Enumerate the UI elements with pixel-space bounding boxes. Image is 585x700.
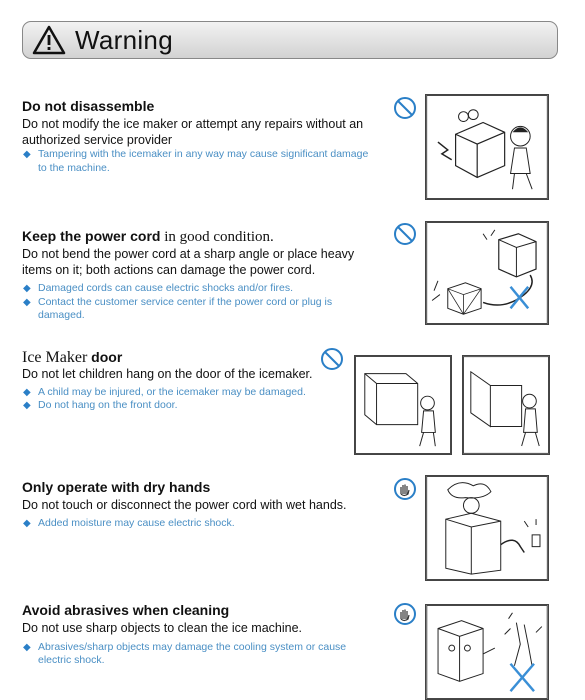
section-body: Do not modify the ice maker or attempt any repairs without an authorized service provider xyxy=(22,117,364,147)
illustration-abrasives xyxy=(425,604,549,700)
illustration-child-door-1 xyxy=(354,355,452,455)
section-abrasives xyxy=(22,602,372,668)
warning-banner xyxy=(22,21,558,59)
section-power-cord xyxy=(22,228,372,323)
bullet-item: ◆ A child may be injured, or the icemaker may be damaged. xyxy=(23,385,306,398)
section-body: Do not touch or disconnect the power cord with wet hands. xyxy=(22,498,347,512)
prohibited-icon xyxy=(320,347,344,371)
section-title: Keep the power cord in good condition. xyxy=(22,228,274,245)
section-body: Do not use sharp objects to clean the ice machine. xyxy=(22,621,303,635)
diamond-bullet-icon: ◆ xyxy=(23,386,31,398)
illustration-power-cord xyxy=(425,221,549,325)
illustration-child-door-2 xyxy=(462,355,550,455)
diamond-bullet-icon: ◆ xyxy=(23,517,31,529)
bullet-item: ◆ Tampering with the icemaker in any way may cause significant damage to the machine. xyxy=(23,148,369,174)
bullet-item: ◆ Damaged cords can cause electric shocks and/or fires. xyxy=(23,282,294,294)
section-title: Do not disassemble xyxy=(22,98,155,114)
diamond-bullet-icon: ◆ xyxy=(23,283,31,294)
illustration-disassemble xyxy=(425,94,549,200)
hand-warning-icon xyxy=(393,477,417,501)
prohibited-icon xyxy=(393,222,417,246)
section-disassemble xyxy=(22,98,372,175)
prohibited-icon xyxy=(393,96,417,120)
section-title: Avoid abrasives when cleaning xyxy=(22,602,230,618)
page-title: Warning xyxy=(75,25,173,55)
section-dry-hands xyxy=(22,479,372,530)
diamond-bullet-icon: ◆ xyxy=(23,296,31,308)
hand-warning-icon xyxy=(393,602,417,626)
section-body: Do not let children hang on the door of the icemaker. xyxy=(22,367,313,381)
bullet-item: ◆ Added moisture may cause electric shock. xyxy=(23,516,235,529)
diamond-bullet-icon: ◆ xyxy=(23,641,31,653)
section-body: Do not bend the power cord at a sharp angle or place heavy items on it; both actions can damage the power cord. xyxy=(22,247,355,277)
diamond-bullet-icon: ◆ xyxy=(23,400,31,411)
bullet-item: ◆ Abrasives/sharp objects may damage the cooling system or cause electric shock. xyxy=(23,640,347,666)
section-title: Ice Maker door xyxy=(22,349,123,366)
bullet-item: ◆ Contact the customer service center if the power cord or plug is damaged. xyxy=(23,295,333,321)
illustration-wet-hands xyxy=(425,475,549,581)
warning-triangle-icon xyxy=(32,25,66,55)
section-title: Only operate with dry hands xyxy=(22,479,211,495)
diamond-bullet-icon: ◆ xyxy=(23,149,31,160)
bullet-item: ◆ Do not hang on the front door. xyxy=(23,399,178,411)
